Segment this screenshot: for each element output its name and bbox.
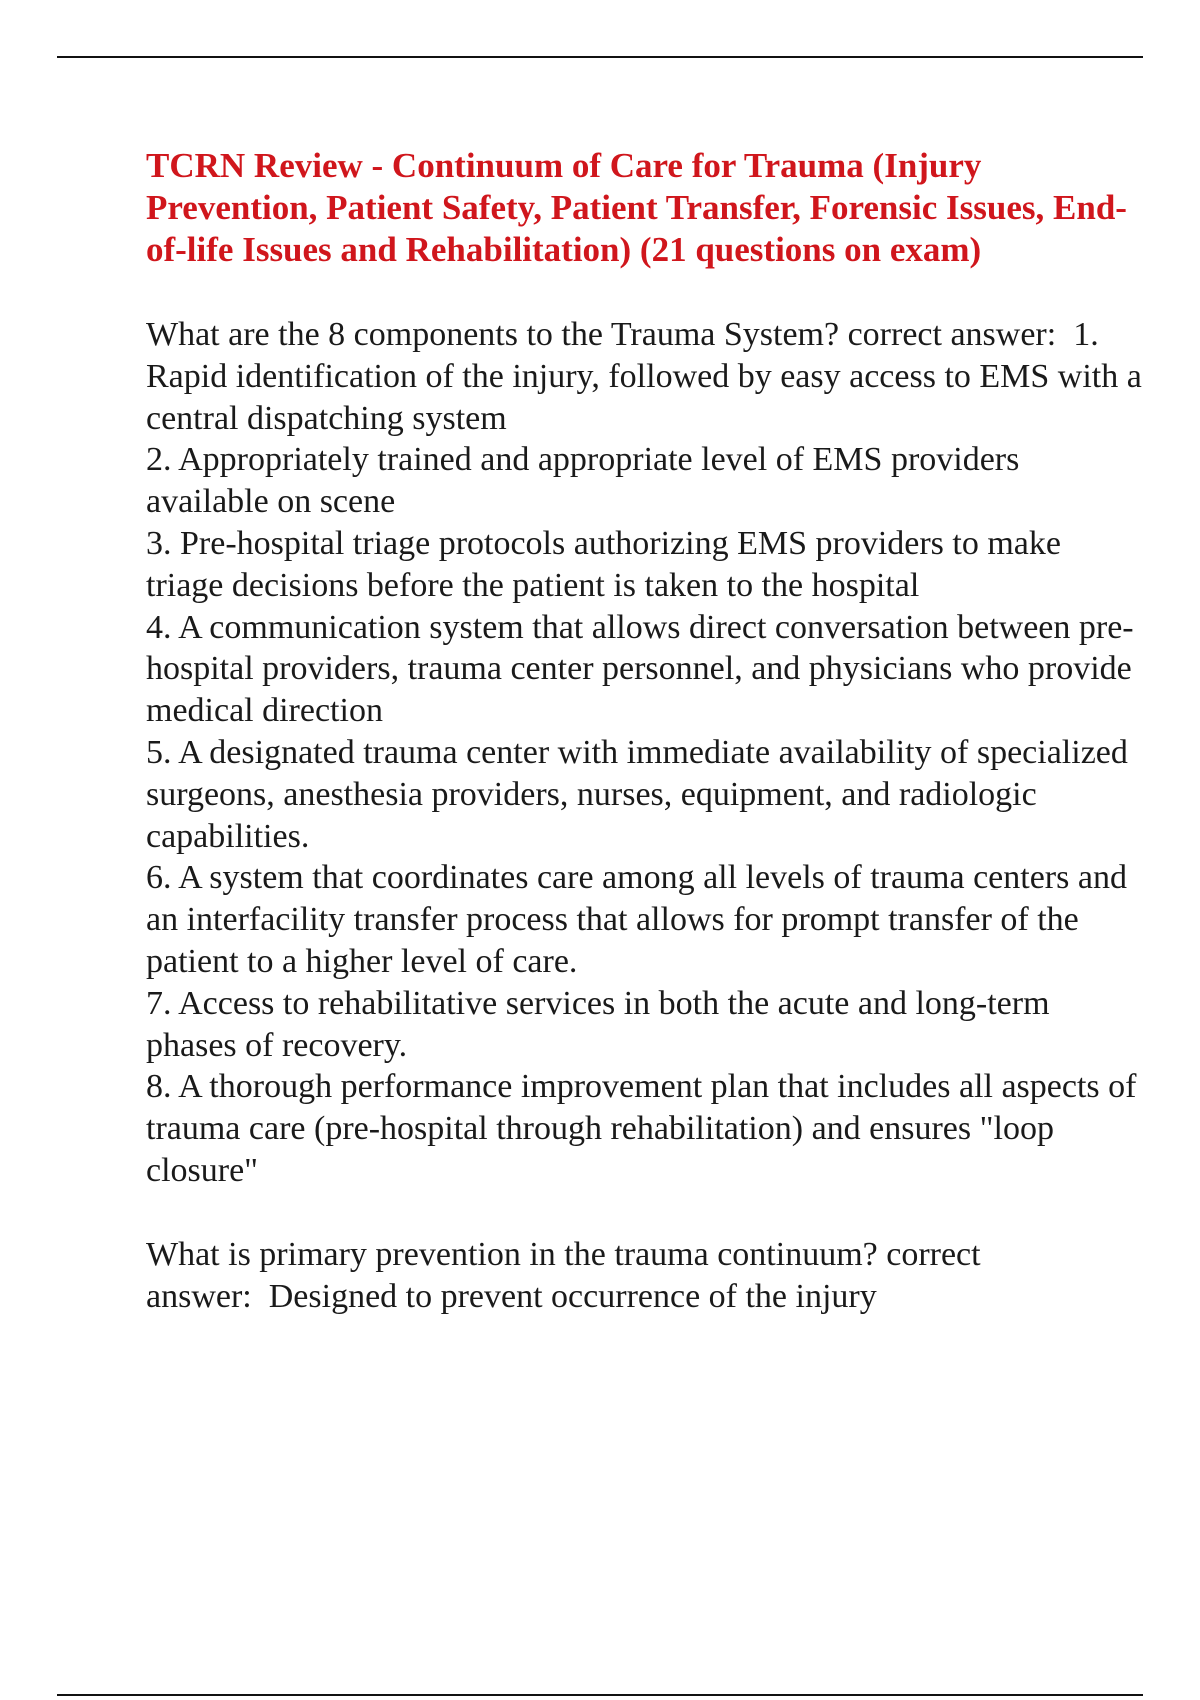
answer-text: Designed to prevent occurrence of the injury bbox=[268, 1277, 877, 1315]
top-divider bbox=[57, 56, 1143, 58]
document-title: TCRN Review - Continuum of Care for Trauma (Injury Prevention, Patient Safety, Patient Transfer, Forensic Issues, End-of-life Issues and Rehabilitation) (21 questions on exam) bbox=[146, 146, 1127, 269]
answer-item: 2. Appropriately trained and appropriate level of EMS providers available on scene bbox=[146, 441, 1020, 521]
answer-item: 4. A communication system that allows direct conversation between pre-hospital providers, trauma center personnel, and physicians who provide medical direction bbox=[146, 608, 1134, 730]
answer-item: 1. Rapid identification of the injury, followed by easy access to EMS with a central dispatching system bbox=[146, 316, 1142, 437]
answer-item: 6. A system that coordinates care among all levels of trauma centers and an interfacility transfer process that allows for prompt transfer of the patient to a higher level of care. bbox=[146, 859, 1127, 980]
bottom-divider bbox=[57, 1694, 1143, 1696]
document-body bbox=[146, 145, 1146, 1317]
answer-item: 5. A designated trauma center with immediate availability of specialized surgeons, anesthesia providers, nurses, equipment, and radiologic capabilities. bbox=[146, 733, 1128, 855]
question-text: What are the 8 components to the Trauma System? correct answer: bbox=[146, 316, 1057, 353]
answer-item: 8. A thorough performance improvement plan that includes all aspects of trauma care (pre-hospital through rehabilitation) and ensures "loop closure" bbox=[146, 1068, 1137, 1189]
answer-item: 3. Pre-hospital triage protocols authorizing EMS providers to make triage decisions before the patient is taken to the hospital bbox=[146, 524, 1061, 604]
question-block bbox=[146, 314, 1146, 1192]
question-block bbox=[146, 1234, 1146, 1318]
question-text: What is primary prevention in the trauma continuum? correct answer: bbox=[146, 1235, 981, 1315]
answer-item: 7. Access to rehabilitative services in both the acute and long-term phases of recovery. bbox=[146, 984, 1050, 1064]
